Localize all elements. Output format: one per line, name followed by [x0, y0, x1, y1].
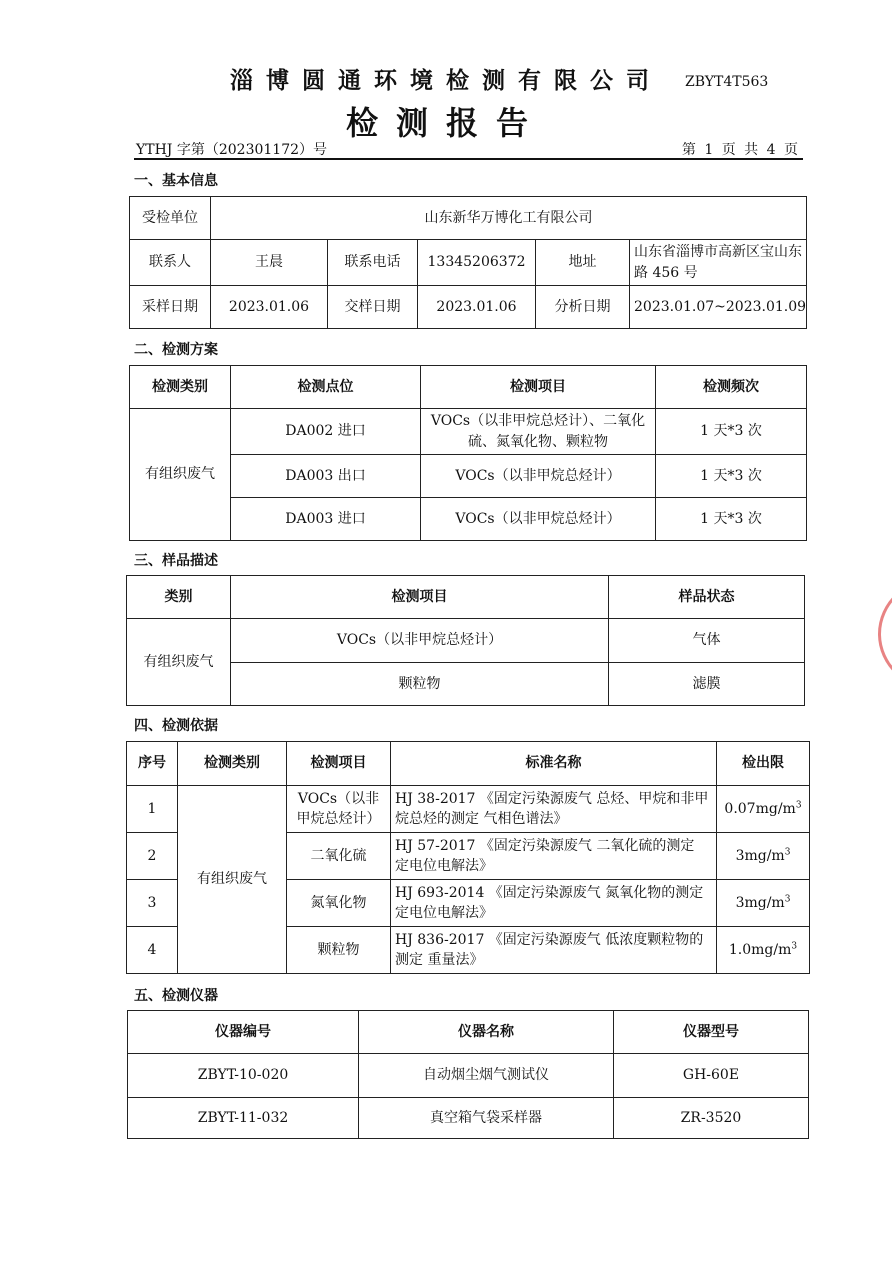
- contact-value: 王晨: [211, 240, 328, 286]
- basic-info-table: [129, 196, 807, 329]
- basis-item: 氮氧化物: [287, 880, 391, 927]
- instrument-id: ZBYT-11-032: [128, 1098, 359, 1139]
- basis-limit-cell: [717, 880, 810, 927]
- basis-limit-cell: [717, 927, 810, 974]
- samples-state: 滤膜: [609, 663, 805, 706]
- section-title-basis: 四、检测依据: [134, 718, 218, 734]
- unit-superscript: 3: [784, 847, 791, 858]
- unit-superscript: 3: [791, 941, 798, 952]
- basis-header-limit: 检出限: [717, 742, 810, 786]
- basis-header-category: 检测类别: [178, 742, 287, 786]
- section-title-samples: 三、样品描述: [134, 553, 218, 569]
- section-title-basic-info: 一、基本信息: [134, 173, 218, 189]
- plan-header-category: 检测类别: [130, 366, 231, 409]
- samples-state: 气体: [609, 619, 805, 663]
- basis-limit: 3mg/m: [735, 847, 785, 864]
- page-info: 第 1 页 共 4 页: [681, 142, 798, 158]
- basis-no: 4: [127, 927, 178, 974]
- plan-items: VOCs（以非甲烷总烃计）: [421, 455, 656, 498]
- plan-frequency: 1 天*3 次: [656, 498, 807, 541]
- instrument-model: GH-60E: [614, 1054, 809, 1098]
- table-row: [127, 619, 805, 663]
- basis-table: [126, 741, 810, 974]
- section-title-plan: 二、检测方案: [134, 342, 218, 358]
- table-row: [130, 409, 807, 455]
- samples-table: [126, 575, 805, 706]
- instruments-header-model: 仪器型号: [614, 1011, 809, 1054]
- samples-header-state: 样品状态: [609, 576, 805, 619]
- basis-no: 3: [127, 880, 178, 927]
- client-value: 山东新华万博化工有限公司: [211, 197, 807, 240]
- delivery-date-label: 交样日期: [328, 286, 418, 329]
- report-code: ZBYT4T563: [685, 74, 769, 90]
- basis-standard: HJ 836-2017 《固定污染源废气 低浓度颗粒物的测定 重量法》: [391, 927, 717, 974]
- instrument-name: 自动烟尘烟气测试仪: [359, 1054, 614, 1098]
- plan-header-items: 检测项目: [421, 366, 656, 409]
- instruments-header-id: 仪器编号: [128, 1011, 359, 1054]
- unit-superscript: 3: [795, 800, 802, 811]
- address-value: 山东省淄博市高新区宝山东路 456 号: [630, 240, 807, 286]
- plan-table: [129, 365, 807, 541]
- plan-category: 有组织废气: [130, 409, 231, 541]
- section-title-instruments: 五、检测仪器: [134, 988, 218, 1004]
- table-row: [130, 498, 807, 541]
- table-row: [128, 1098, 809, 1139]
- plan-point: DA002 进口: [231, 409, 421, 455]
- samples-category: 有组织废气: [127, 619, 231, 706]
- samples-header-item: 检测项目: [231, 576, 609, 619]
- basis-limit: 3mg/m: [735, 894, 785, 911]
- analysis-date-label: 分析日期: [536, 286, 630, 329]
- basis-limit-cell: [717, 786, 810, 833]
- contact-label: 联系人: [130, 240, 211, 286]
- basis-header-item: 检测项目: [287, 742, 391, 786]
- instruments-header-name: 仪器名称: [359, 1011, 614, 1054]
- document-number: YTHJ 字第（202301172）号: [136, 142, 328, 158]
- phone-label: 联系电话: [328, 240, 418, 286]
- samples-item: 颗粒物: [231, 663, 609, 706]
- basis-item: VOCs（以非甲烷总烃计）: [287, 786, 391, 833]
- basis-standard: HJ 38-2017 《固定污染源废气 总烃、甲烷和非甲烷总烃的测定 气相色谱法》: [391, 786, 717, 833]
- samples-item: VOCs（以非甲烷总烃计）: [231, 619, 609, 663]
- basis-item: 二氧化硫: [287, 833, 391, 880]
- header-rule: [134, 158, 803, 160]
- table-row: [128, 1054, 809, 1098]
- sample-date-label: 采样日期: [130, 286, 211, 329]
- plan-point: DA003 出口: [231, 455, 421, 498]
- plan-header-point: 检测点位: [231, 366, 421, 409]
- sample-date-value: 2023.01.06: [211, 286, 328, 329]
- company-name: 淄博圆通环境检测有限公司: [230, 67, 662, 94]
- samples-header-category: 类别: [127, 576, 231, 619]
- report-title: 检测报告: [345, 104, 546, 142]
- basis-no: 2: [127, 833, 178, 880]
- instrument-name: 真空箱气袋采样器: [359, 1098, 614, 1139]
- seal-stamp: [878, 576, 892, 692]
- plan-frequency: 1 天*3 次: [656, 409, 807, 455]
- basis-standard: HJ 693-2014 《固定污染源废气 氮氧化物的测定 定电位电解法》: [391, 880, 717, 927]
- delivery-date-value: 2023.01.06: [418, 286, 536, 329]
- basis-standard: HJ 57-2017 《固定污染源废气 二氧化硫的测定 定电位电解法》: [391, 833, 717, 880]
- instrument-model: ZR-3520: [614, 1098, 809, 1139]
- phone-value: 13345206372: [418, 240, 536, 286]
- plan-header-frequency: 检测频次: [656, 366, 807, 409]
- basis-header-no: 序号: [127, 742, 178, 786]
- basis-limit: 1.0mg/m: [728, 941, 792, 958]
- plan-frequency: 1 天*3 次: [656, 455, 807, 498]
- unit-superscript: 3: [784, 894, 791, 905]
- basis-header-standard: 标准名称: [391, 742, 717, 786]
- plan-point: DA003 进口: [231, 498, 421, 541]
- client-label: 受检单位: [130, 197, 211, 240]
- plan-items: VOCs（以非甲烷总烃计）、二氧化硫、氮氧化物、颗粒物: [421, 409, 656, 455]
- basis-limit: 0.07mg/m: [724, 800, 796, 817]
- basis-category: 有组织废气: [178, 786, 287, 974]
- table-row: [130, 455, 807, 498]
- basis-no: 1: [127, 786, 178, 833]
- analysis-date-value: 2023.01.07~2023.01.09: [630, 286, 807, 329]
- table-row: [127, 786, 810, 833]
- address-label: 地址: [536, 240, 630, 286]
- basis-item: 颗粒物: [287, 927, 391, 974]
- instrument-id: ZBYT-10-020: [128, 1054, 359, 1098]
- instruments-table: [127, 1010, 809, 1139]
- plan-items: VOCs（以非甲烷总烃计）: [421, 498, 656, 541]
- basis-limit-cell: [717, 833, 810, 880]
